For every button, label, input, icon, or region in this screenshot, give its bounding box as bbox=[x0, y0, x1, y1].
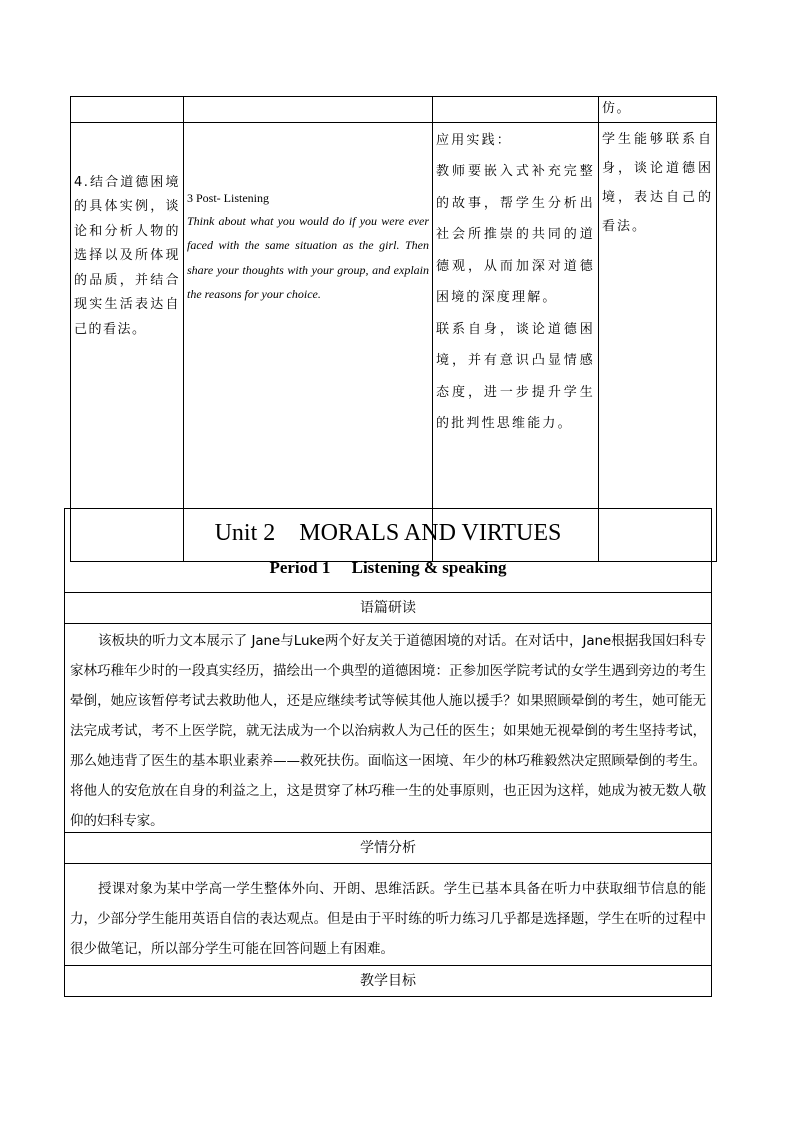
lesson-plan-table bbox=[70, 96, 717, 562]
period-title: Period 1 Listening & speaking bbox=[269, 558, 507, 577]
activity-purpose: 联系自身，谈论道德困境，并有意识凸显情感态度，进一步提升学生的批判性思维能力。 bbox=[436, 321, 595, 431]
activity-cell bbox=[433, 122, 599, 561]
unit-overview-box bbox=[64, 508, 712, 997]
activity-description: 教师要嵌入式补充完整的故事，帮学生分析出社会所推崇的共同的道德观，从而加深对道德困境的深度理解。 bbox=[436, 164, 595, 305]
student-analysis-paragraph: 授课对象为某中学高一学生整体外向、开朗、思维活跃。学生已基本具备在听力中获取细节信息的能力，少部分学生能用英语自信的表达观点。但是由于平时练的听力练习几乎都是选择题，学生在听的过程中很少做笔记，所以部分学生可能在回答问题上有困难。 bbox=[65, 864, 711, 966]
step-title: 3 Post- Listening bbox=[187, 190, 270, 205]
activity-heading: 应用实践： bbox=[436, 132, 513, 148]
section-header-text-study: 语篇研读 bbox=[65, 593, 711, 624]
table-row bbox=[71, 97, 717, 123]
evaluation-cell-continued bbox=[599, 97, 717, 123]
teaching-goal-text: 4.结合道德困境的具体实例，谈论和分析人物的选择以及所体现的品质，并结合现实生活表达自己的看法。 bbox=[74, 174, 180, 337]
table-row bbox=[71, 122, 717, 561]
goal-cell bbox=[71, 122, 184, 561]
step-instructions: Think about what you would do if you were ever faced with the same situation as the girl. Then share your thoughts with your group, and explain the reasons for your choice. bbox=[187, 213, 429, 301]
evaluation-text: 学生能够联系自身，谈论道德困境，表达自己的看法。 bbox=[602, 131, 713, 234]
section-header-teaching-goals: 教学目标 bbox=[360, 973, 416, 989]
goal-cell-empty bbox=[71, 97, 184, 123]
evaluation-cell bbox=[599, 122, 717, 561]
step-cell-empty bbox=[184, 97, 433, 123]
title-section bbox=[65, 509, 711, 593]
activity-cell-empty bbox=[433, 97, 599, 123]
unit-title: Unit 2 MORALS AND VIRTUES bbox=[214, 520, 562, 546]
step-cell bbox=[184, 122, 433, 561]
evaluation-continued-text: 仿。 bbox=[602, 101, 632, 116]
section-header-student-analysis: 学情分析 bbox=[65, 833, 711, 864]
text-study-paragraph: 该板块的听力文本展示了 Jane与Luke两个好友关于道德困境的对话。在对话中，Jane根据我国妇科专家林巧稚年少时的一段真实经历，描绘出一个典型的道德困境：正参加医学院考试的女学生遇到旁边的考生晕倒，她应该暂停考试去救助他人，还是应继续考试等候其他人施以援手？如果照顾晕倒的考生，她可能无法完成考试，考不上医学院，就无法成为一个以治病救人为己任的医生；如果她无视晕倒的考生坚持考试，那么她违背了医生的基本职业素养——救死扶伤。面临这一困境、年少的林巧稚毅然决定照顾晕倒的考生。将他人的安危放在自身的利益之上，这是贯穿了林巧稚一生的处事原则，也正因为这样，她成为被无数人敬仰的妇科专家。 bbox=[65, 624, 711, 833]
